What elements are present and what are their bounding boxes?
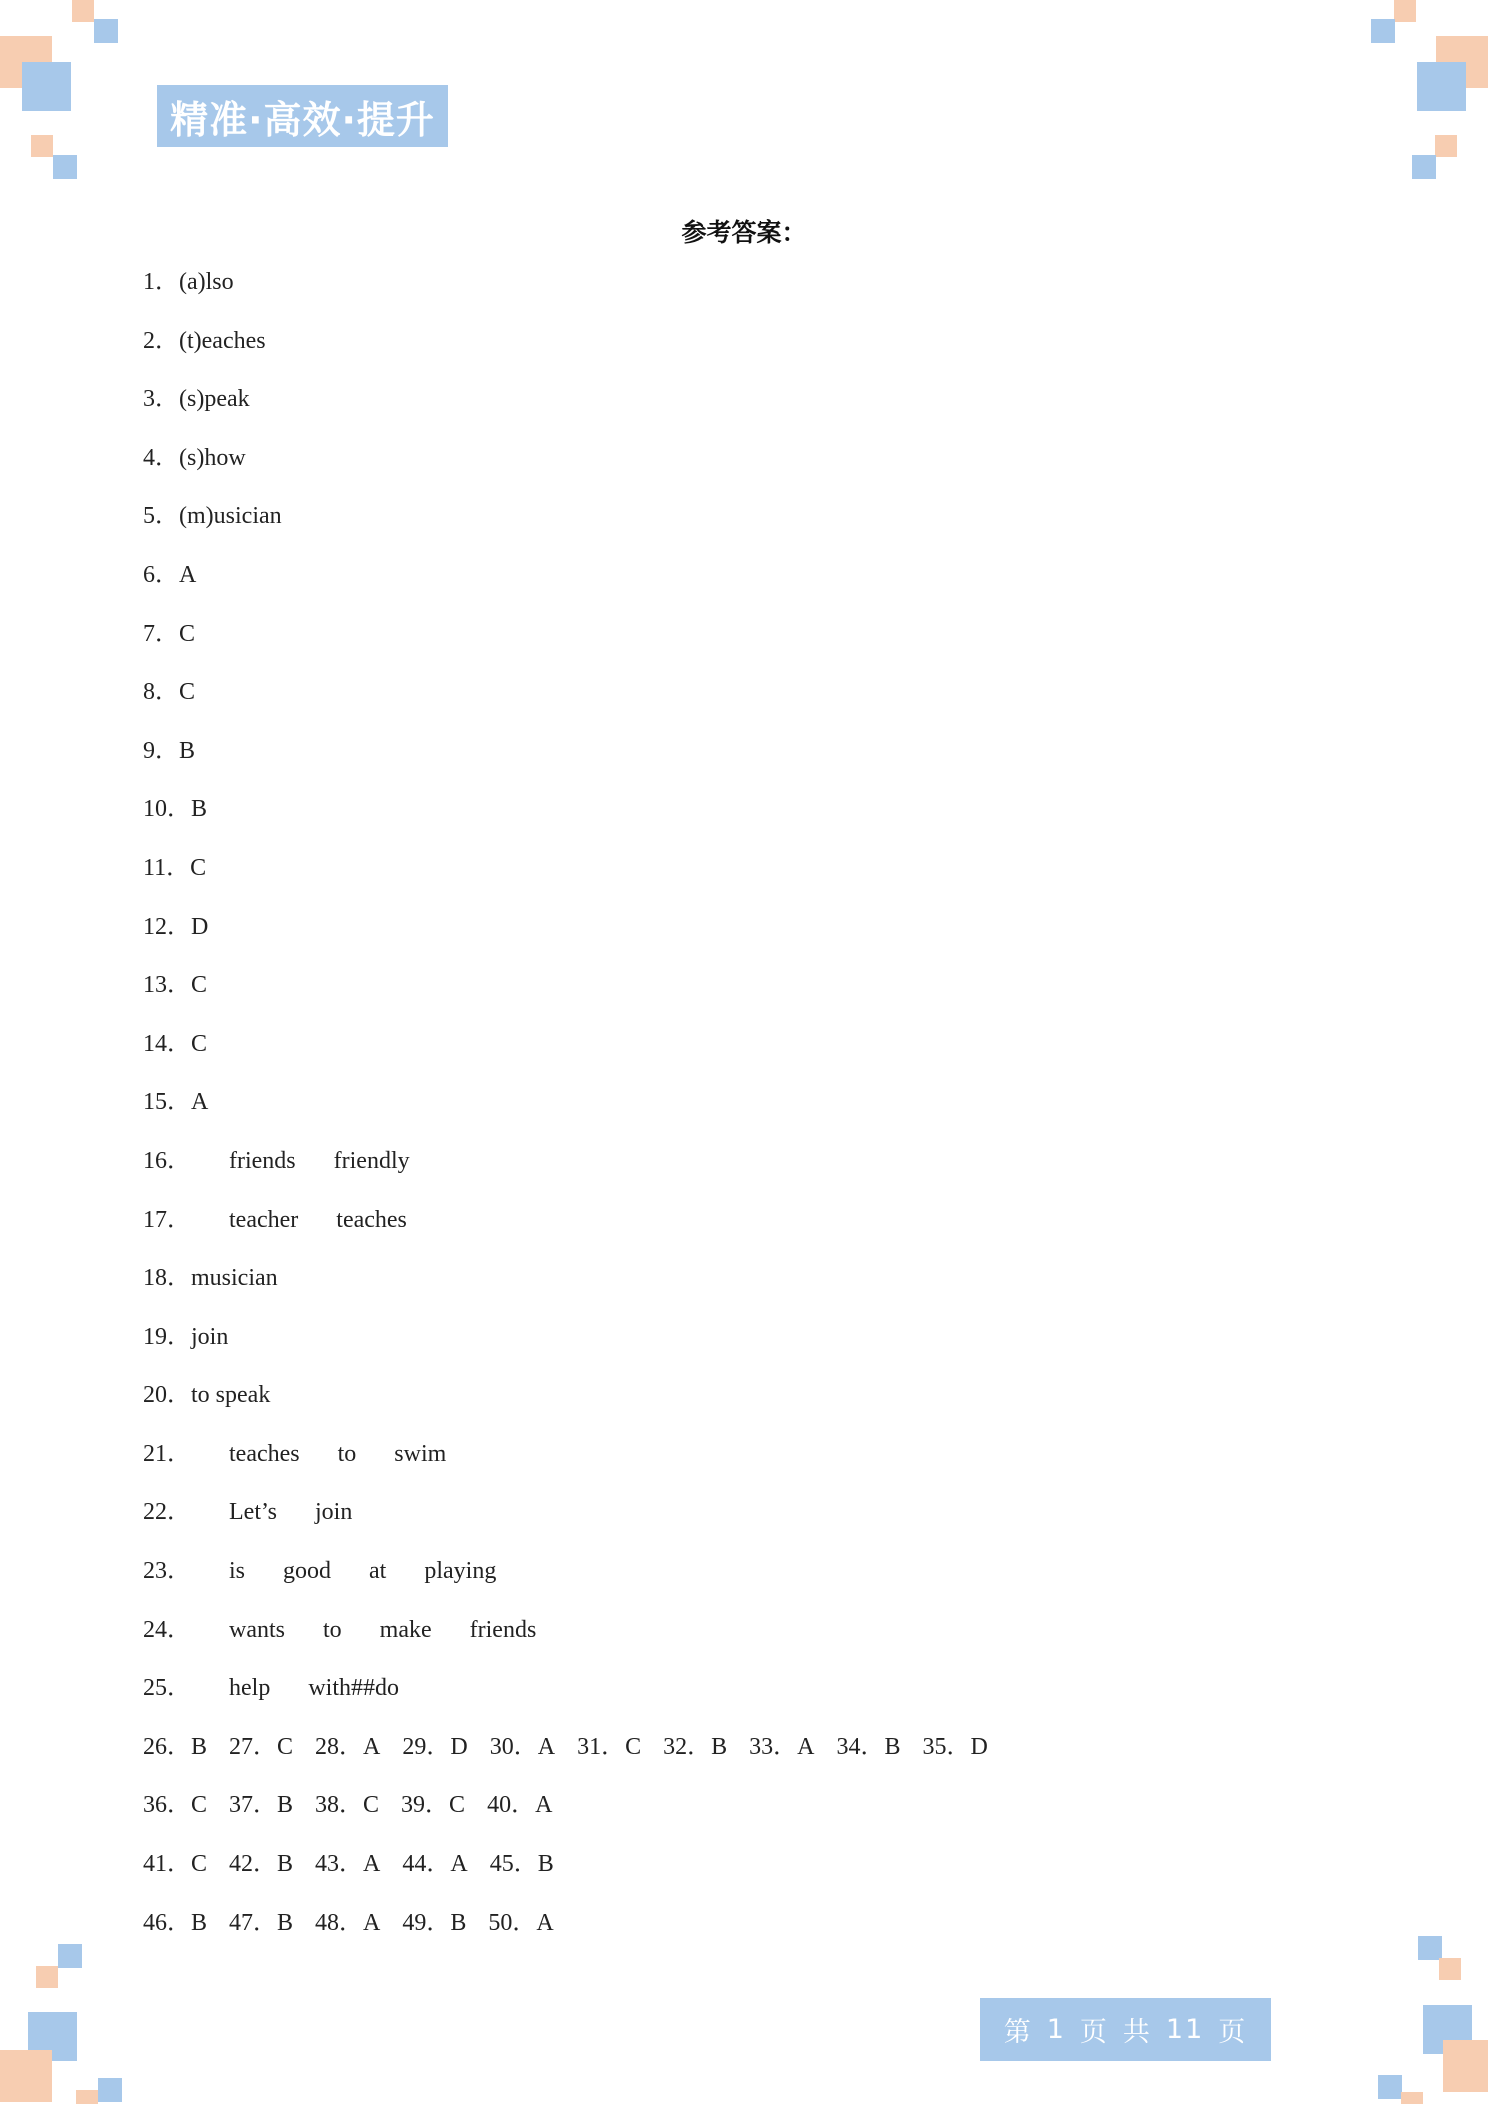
answer-number: 8 bbox=[143, 679, 155, 706]
decor-square bbox=[1371, 19, 1395, 43]
answer-number: 5 bbox=[143, 503, 155, 530]
answer-separator: ． bbox=[339, 1851, 364, 1878]
answer-text: D bbox=[191, 913, 209, 940]
answer-text: C bbox=[191, 1030, 208, 1057]
answer-number: 6 bbox=[143, 561, 155, 588]
answer-row bbox=[143, 1785, 988, 1844]
answer-text: C bbox=[191, 1851, 208, 1878]
answer-number: 45 bbox=[489, 1851, 514, 1878]
answer-number: 11 bbox=[143, 854, 167, 881]
answer-text: (m)usician bbox=[179, 503, 282, 530]
answer-text: A bbox=[450, 1851, 468, 1878]
answer-number: 15 bbox=[143, 1089, 167, 1116]
answer-number: 29 bbox=[402, 1733, 427, 1760]
answer-number: 27 bbox=[229, 1733, 254, 1760]
answer-item bbox=[143, 731, 988, 790]
answer-number: 3 bbox=[143, 386, 155, 413]
answer-text: friends bbox=[469, 1616, 537, 1643]
answer-separator: ． bbox=[426, 1733, 451, 1760]
answer-number: 37 bbox=[229, 1792, 254, 1819]
answer-item bbox=[143, 1024, 988, 1083]
answer-text: Let’s bbox=[229, 1499, 277, 1526]
answer-text: (a)lso bbox=[179, 269, 234, 295]
answer-number: 48 bbox=[315, 1909, 340, 1936]
answer-separator: ． bbox=[155, 444, 179, 471]
answer-item bbox=[143, 907, 988, 966]
answer-text: D bbox=[450, 1733, 468, 1760]
answer-text: B bbox=[179, 737, 196, 764]
answer-text: C bbox=[625, 1733, 642, 1760]
answer-text: wants bbox=[229, 1616, 285, 1643]
answer-number: 16 bbox=[143, 1147, 167, 1174]
answer-text: C bbox=[277, 1733, 294, 1760]
answer-separator: ． bbox=[339, 1733, 364, 1760]
answer-number: 1 bbox=[143, 269, 155, 295]
answer-text: A bbox=[536, 1909, 554, 1936]
answer-number: 12 bbox=[143, 913, 167, 940]
answer-separator: ． bbox=[601, 1733, 626, 1760]
answer-text: make bbox=[379, 1616, 432, 1643]
answer-separator: ． bbox=[253, 1733, 278, 1760]
answer-number: 34 bbox=[836, 1733, 861, 1760]
answer-number: 39 bbox=[401, 1792, 426, 1819]
answer-number: 38 bbox=[315, 1792, 340, 1819]
decor-square bbox=[58, 1944, 82, 1968]
answer-separator: ． bbox=[512, 1909, 537, 1936]
answer-text: C bbox=[191, 1792, 208, 1819]
decor-square bbox=[36, 1966, 58, 1988]
decor-square bbox=[31, 135, 53, 157]
answer-text: is bbox=[229, 1558, 246, 1585]
answer-number: 36 bbox=[143, 1792, 167, 1819]
answer-text: friends bbox=[229, 1147, 296, 1174]
page-word-3: 共 bbox=[1122, 2017, 1152, 2048]
answer-separator: ． bbox=[166, 854, 191, 881]
answer-item bbox=[143, 1492, 988, 1551]
decor-square bbox=[1443, 2040, 1488, 2092]
answer-separator: ． bbox=[155, 561, 179, 588]
answer-number: 2 bbox=[143, 327, 155, 354]
answer-text: good bbox=[283, 1558, 332, 1585]
answer-text: B bbox=[191, 1733, 208, 1760]
answer-number: 28 bbox=[315, 1733, 340, 1760]
answer-number: 25 bbox=[143, 1675, 167, 1702]
answer-number: 32 bbox=[663, 1733, 688, 1760]
page-title: 参考答案： bbox=[681, 218, 807, 247]
decor-square bbox=[1378, 2075, 1402, 2099]
answer-text: swim bbox=[394, 1440, 447, 1467]
answer-number: 14 bbox=[143, 1030, 167, 1057]
answer-text: A bbox=[535, 1792, 553, 1819]
decor-square bbox=[22, 62, 71, 111]
decor-square bbox=[1418, 1936, 1442, 1960]
answer-separator: ． bbox=[155, 269, 179, 295]
answer-item bbox=[143, 614, 988, 673]
answer-number: 30 bbox=[489, 1733, 514, 1760]
answer-item bbox=[143, 496, 988, 555]
answer-text: B bbox=[277, 1909, 294, 1936]
answer-separator: ． bbox=[339, 1909, 364, 1936]
answer-separator: ． bbox=[167, 1206, 191, 1233]
answer-text: to speak bbox=[191, 1382, 271, 1409]
answer-text: B bbox=[191, 1909, 208, 1936]
page-word-2: 页 bbox=[1079, 2017, 1109, 2048]
answer-text: B bbox=[537, 1851, 554, 1878]
answer-separator: ． bbox=[167, 1733, 191, 1760]
answer-number: 42 bbox=[229, 1851, 254, 1878]
answer-list bbox=[143, 262, 988, 1961]
page-number: 1 bbox=[1046, 2014, 1066, 2045]
answer-text: join bbox=[315, 1499, 353, 1526]
answer-separator: ． bbox=[167, 1499, 191, 1526]
answer-separator: ． bbox=[426, 1851, 451, 1878]
answer-number: 26 bbox=[143, 1733, 167, 1760]
answer-number: 40 bbox=[487, 1792, 512, 1819]
decor-square bbox=[1417, 62, 1466, 111]
answer-number: 33 bbox=[749, 1733, 774, 1760]
answer-item bbox=[143, 1141, 988, 1200]
answer-separator: ． bbox=[167, 796, 191, 823]
answer-separator: ． bbox=[425, 1792, 450, 1819]
answer-number: 22 bbox=[143, 1499, 167, 1526]
answer-text: A bbox=[363, 1909, 381, 1936]
answer-text: join bbox=[191, 1323, 229, 1350]
answer-separator: ． bbox=[946, 1733, 971, 1760]
answer-text: A bbox=[179, 561, 197, 588]
answer-number: 9 bbox=[143, 737, 155, 764]
answer-text: B bbox=[450, 1909, 467, 1936]
answer-text: friendly bbox=[333, 1147, 410, 1174]
answer-separator: ． bbox=[860, 1733, 885, 1760]
answer-item bbox=[143, 1082, 988, 1141]
answer-item bbox=[143, 1200, 988, 1259]
page-indicator bbox=[980, 1998, 1271, 2061]
answer-separator: ． bbox=[155, 737, 179, 764]
answer-number: 44 bbox=[402, 1851, 427, 1878]
brand-text: 精准·高效·提升 bbox=[170, 97, 435, 142]
answer-separator: ． bbox=[167, 1147, 191, 1174]
answer-number: 43 bbox=[315, 1851, 340, 1878]
decor-square bbox=[1394, 0, 1416, 22]
answer-item bbox=[143, 1375, 988, 1434]
answer-separator: ． bbox=[773, 1733, 798, 1760]
answer-number: 20 bbox=[143, 1382, 167, 1409]
answer-separator: ． bbox=[167, 913, 191, 940]
answer-separator: ． bbox=[687, 1733, 712, 1760]
answer-text: D bbox=[970, 1733, 988, 1760]
decor-square bbox=[53, 155, 77, 179]
answer-item bbox=[143, 1610, 988, 1669]
answer-number: 47 bbox=[229, 1909, 254, 1936]
answer-separator: ． bbox=[167, 1030, 191, 1057]
answer-text: to bbox=[337, 1440, 357, 1467]
answer-separator: ． bbox=[167, 1792, 191, 1819]
answer-number: 7 bbox=[143, 620, 155, 647]
answer-text: C bbox=[190, 854, 207, 881]
answer-separator: ． bbox=[167, 1089, 191, 1116]
answer-number: 31 bbox=[577, 1733, 602, 1760]
answer-separator: ． bbox=[426, 1909, 451, 1936]
answer-text: A bbox=[363, 1851, 381, 1878]
answer-number: 46 bbox=[143, 1909, 167, 1936]
answer-number: 23 bbox=[143, 1558, 167, 1585]
answer-separator: ． bbox=[167, 1323, 191, 1350]
answer-separator: ． bbox=[167, 972, 191, 999]
answer-separator: ． bbox=[167, 1440, 191, 1467]
answer-number: 35 bbox=[922, 1733, 947, 1760]
answer-text: teaches bbox=[336, 1206, 407, 1233]
answer-text: A bbox=[191, 1089, 209, 1116]
answer-separator: ． bbox=[511, 1792, 536, 1819]
answer-text: (s)peak bbox=[179, 386, 250, 413]
page-word-4: 页 bbox=[1218, 2017, 1248, 2048]
answer-number: 19 bbox=[143, 1323, 167, 1350]
answer-text: C bbox=[191, 972, 208, 999]
answer-item bbox=[143, 965, 988, 1024]
answer-separator: ． bbox=[155, 386, 179, 413]
answer-number: 4 bbox=[143, 444, 155, 471]
answer-number: 17 bbox=[143, 1206, 167, 1233]
answer-text: with##do bbox=[308, 1675, 399, 1702]
answer-row bbox=[143, 1727, 988, 1786]
answer-text: B bbox=[277, 1792, 294, 1819]
answer-separator: ． bbox=[155, 327, 179, 354]
answer-text: to bbox=[323, 1616, 342, 1643]
answer-item bbox=[143, 1434, 988, 1493]
decor-square bbox=[0, 2050, 52, 2102]
answer-row bbox=[143, 1844, 988, 1903]
answer-text: at bbox=[369, 1558, 387, 1585]
answer-item bbox=[143, 438, 988, 497]
answer-text: A bbox=[537, 1733, 556, 1760]
answer-separator: ． bbox=[167, 1558, 191, 1585]
answer-separator: ． bbox=[155, 679, 179, 706]
decor-square bbox=[1401, 2092, 1423, 2104]
answer-text: playing bbox=[424, 1558, 497, 1585]
answer-row bbox=[143, 1903, 988, 1962]
answer-number: 50 bbox=[488, 1909, 513, 1936]
answer-text: help bbox=[229, 1675, 271, 1702]
answer-separator: ． bbox=[513, 1851, 538, 1878]
answer-number: 10 bbox=[143, 796, 167, 823]
decor-square bbox=[76, 2090, 98, 2104]
answer-separator: ． bbox=[253, 1792, 278, 1819]
brand-banner bbox=[157, 85, 448, 147]
page-total: 11 bbox=[1165, 2014, 1205, 2045]
answer-separator: ． bbox=[155, 503, 179, 530]
decor-square bbox=[72, 0, 94, 22]
answer-separator: ． bbox=[155, 620, 179, 647]
answer-separator: ． bbox=[253, 1851, 278, 1878]
answer-number: 41 bbox=[143, 1851, 167, 1878]
decor-square bbox=[1435, 135, 1457, 157]
answer-item bbox=[143, 379, 988, 438]
answer-text: B bbox=[711, 1733, 728, 1760]
answer-text: A bbox=[363, 1733, 381, 1760]
answer-text: teacher bbox=[229, 1206, 299, 1233]
answer-text: A bbox=[797, 1733, 815, 1760]
answer-text: C bbox=[363, 1792, 380, 1819]
answer-text: C bbox=[179, 679, 196, 706]
answer-number: 18 bbox=[143, 1265, 167, 1292]
answer-text: (s)how bbox=[179, 444, 246, 471]
answer-item bbox=[143, 848, 988, 907]
decor-square bbox=[98, 2078, 122, 2102]
answer-number: 24 bbox=[143, 1616, 167, 1643]
answer-item bbox=[143, 789, 988, 848]
answer-text: teaches bbox=[229, 1440, 300, 1467]
answer-text: musician bbox=[191, 1265, 278, 1292]
answer-separator: ． bbox=[167, 1909, 191, 1936]
answer-text: B bbox=[884, 1733, 901, 1760]
answer-separator: ． bbox=[167, 1616, 191, 1643]
answer-text: (t)eaches bbox=[179, 327, 266, 354]
answer-separator: ． bbox=[513, 1733, 538, 1760]
answer-item bbox=[143, 321, 988, 380]
answer-item bbox=[143, 1668, 988, 1727]
answer-text: B bbox=[191, 796, 208, 823]
decor-square bbox=[1412, 155, 1436, 179]
answer-text: C bbox=[179, 620, 196, 647]
answer-text: B bbox=[277, 1851, 294, 1878]
answer-separator: ． bbox=[339, 1792, 364, 1819]
answer-separator: ． bbox=[167, 1265, 191, 1292]
answer-number: 49 bbox=[402, 1909, 427, 1936]
answer-separator: ． bbox=[167, 1675, 191, 1702]
decor-square bbox=[1439, 1958, 1461, 1980]
answer-separator: ． bbox=[167, 1382, 191, 1409]
answer-text: C bbox=[449, 1792, 466, 1819]
decor-square bbox=[94, 19, 118, 43]
answer-item bbox=[143, 1258, 988, 1317]
page-word-1: 第 bbox=[1003, 2017, 1033, 2048]
answer-item bbox=[143, 1317, 988, 1376]
answer-item bbox=[143, 262, 988, 321]
answer-item bbox=[143, 1551, 988, 1610]
answer-item bbox=[143, 555, 988, 614]
answer-item bbox=[143, 672, 988, 731]
answer-number: 21 bbox=[143, 1440, 167, 1467]
answer-separator: ． bbox=[253, 1909, 278, 1936]
answer-number: 13 bbox=[143, 972, 167, 999]
answer-separator: ． bbox=[167, 1851, 191, 1878]
